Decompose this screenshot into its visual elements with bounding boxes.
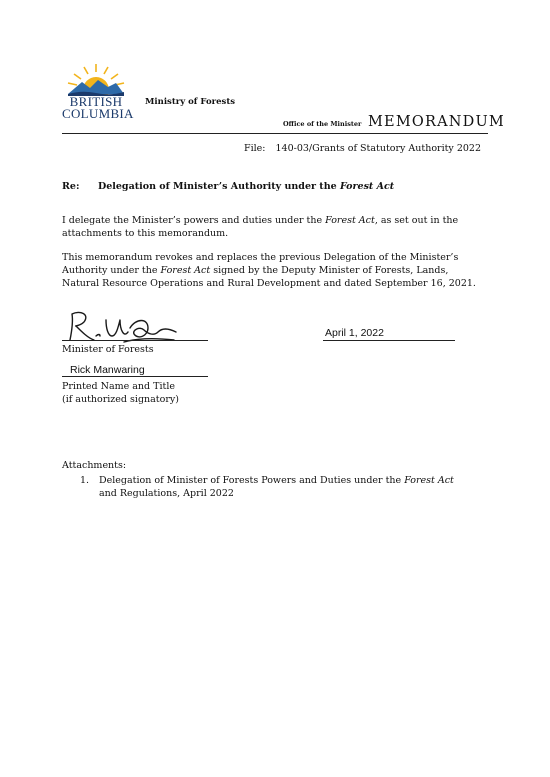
paragraph-2-text-a: This memorandum revokes and replaces the previous Delegation of the Minister’s Authority under the — [62, 252, 459, 276]
signature-line — [62, 340, 208, 341]
paragraph-1-text-a: I delegate the Minister’s powers and duties under the — [62, 215, 326, 226]
file-reference — [244, 143, 481, 154]
printed-name-label-line-2: (if authorized signatory) — [62, 394, 179, 405]
attachments-heading: Attachments: — [62, 460, 127, 471]
printed-name-label — [62, 380, 179, 406]
paragraph-2-act: Forest Act — [160, 265, 211, 276]
attachment-text — [99, 474, 469, 500]
bc-sun-mountain-icon — [62, 60, 130, 96]
bc-logo — [62, 60, 134, 122]
file-label: File: — [244, 143, 266, 154]
paragraph-1-act: Forest Act — [325, 215, 375, 226]
attachment-number: 1. — [80, 475, 90, 486]
file-value: 140-03/Grants of Statutory Authority 2022 — [275, 143, 481, 154]
logo-text-british: BRITISH — [69, 94, 123, 109]
subject-act-name: Forest Act — [339, 181, 395, 192]
signatory-title: Minister of Forests — [62, 344, 154, 355]
printed-name: Rick Manwaring — [70, 364, 145, 376]
attachment-text-a: Delegation of Minister of Forests Powers and Duties under the — [99, 475, 405, 486]
body-paragraph-1 — [62, 214, 482, 240]
office-label: Office of the Minister — [283, 120, 362, 128]
date-line — [323, 340, 455, 341]
attachment-act: Forest Act — [404, 475, 454, 486]
logo-text-columbia: COLUMBIA — [62, 106, 134, 121]
printed-name-line — [62, 376, 208, 377]
subject-line — [62, 181, 394, 192]
ministry-name: Ministry of Forests — [145, 97, 236, 107]
attachment-text-b: and Regulations, April 2022 — [99, 488, 234, 499]
body-paragraph-2 — [62, 251, 482, 290]
paragraph-1-text-b: , as set out in the attachments to this memorandum. — [62, 215, 459, 239]
header-divider — [62, 133, 488, 134]
printed-name-label-line-1: Printed Name and Title — [62, 381, 175, 392]
signature-date: April 1, 2022 — [325, 327, 384, 339]
paragraph-2-text-b: signed by the Deputy Minister of Forests, Lands, Natural Resource Operations and Rural Development and dated September 16, 2021. — [62, 265, 476, 289]
memo-title: MEMORANDUM — [368, 114, 505, 130]
subject-label: Re: — [62, 181, 80, 192]
subject-text: Delegation of Minister’s Authority under the — [98, 181, 340, 192]
